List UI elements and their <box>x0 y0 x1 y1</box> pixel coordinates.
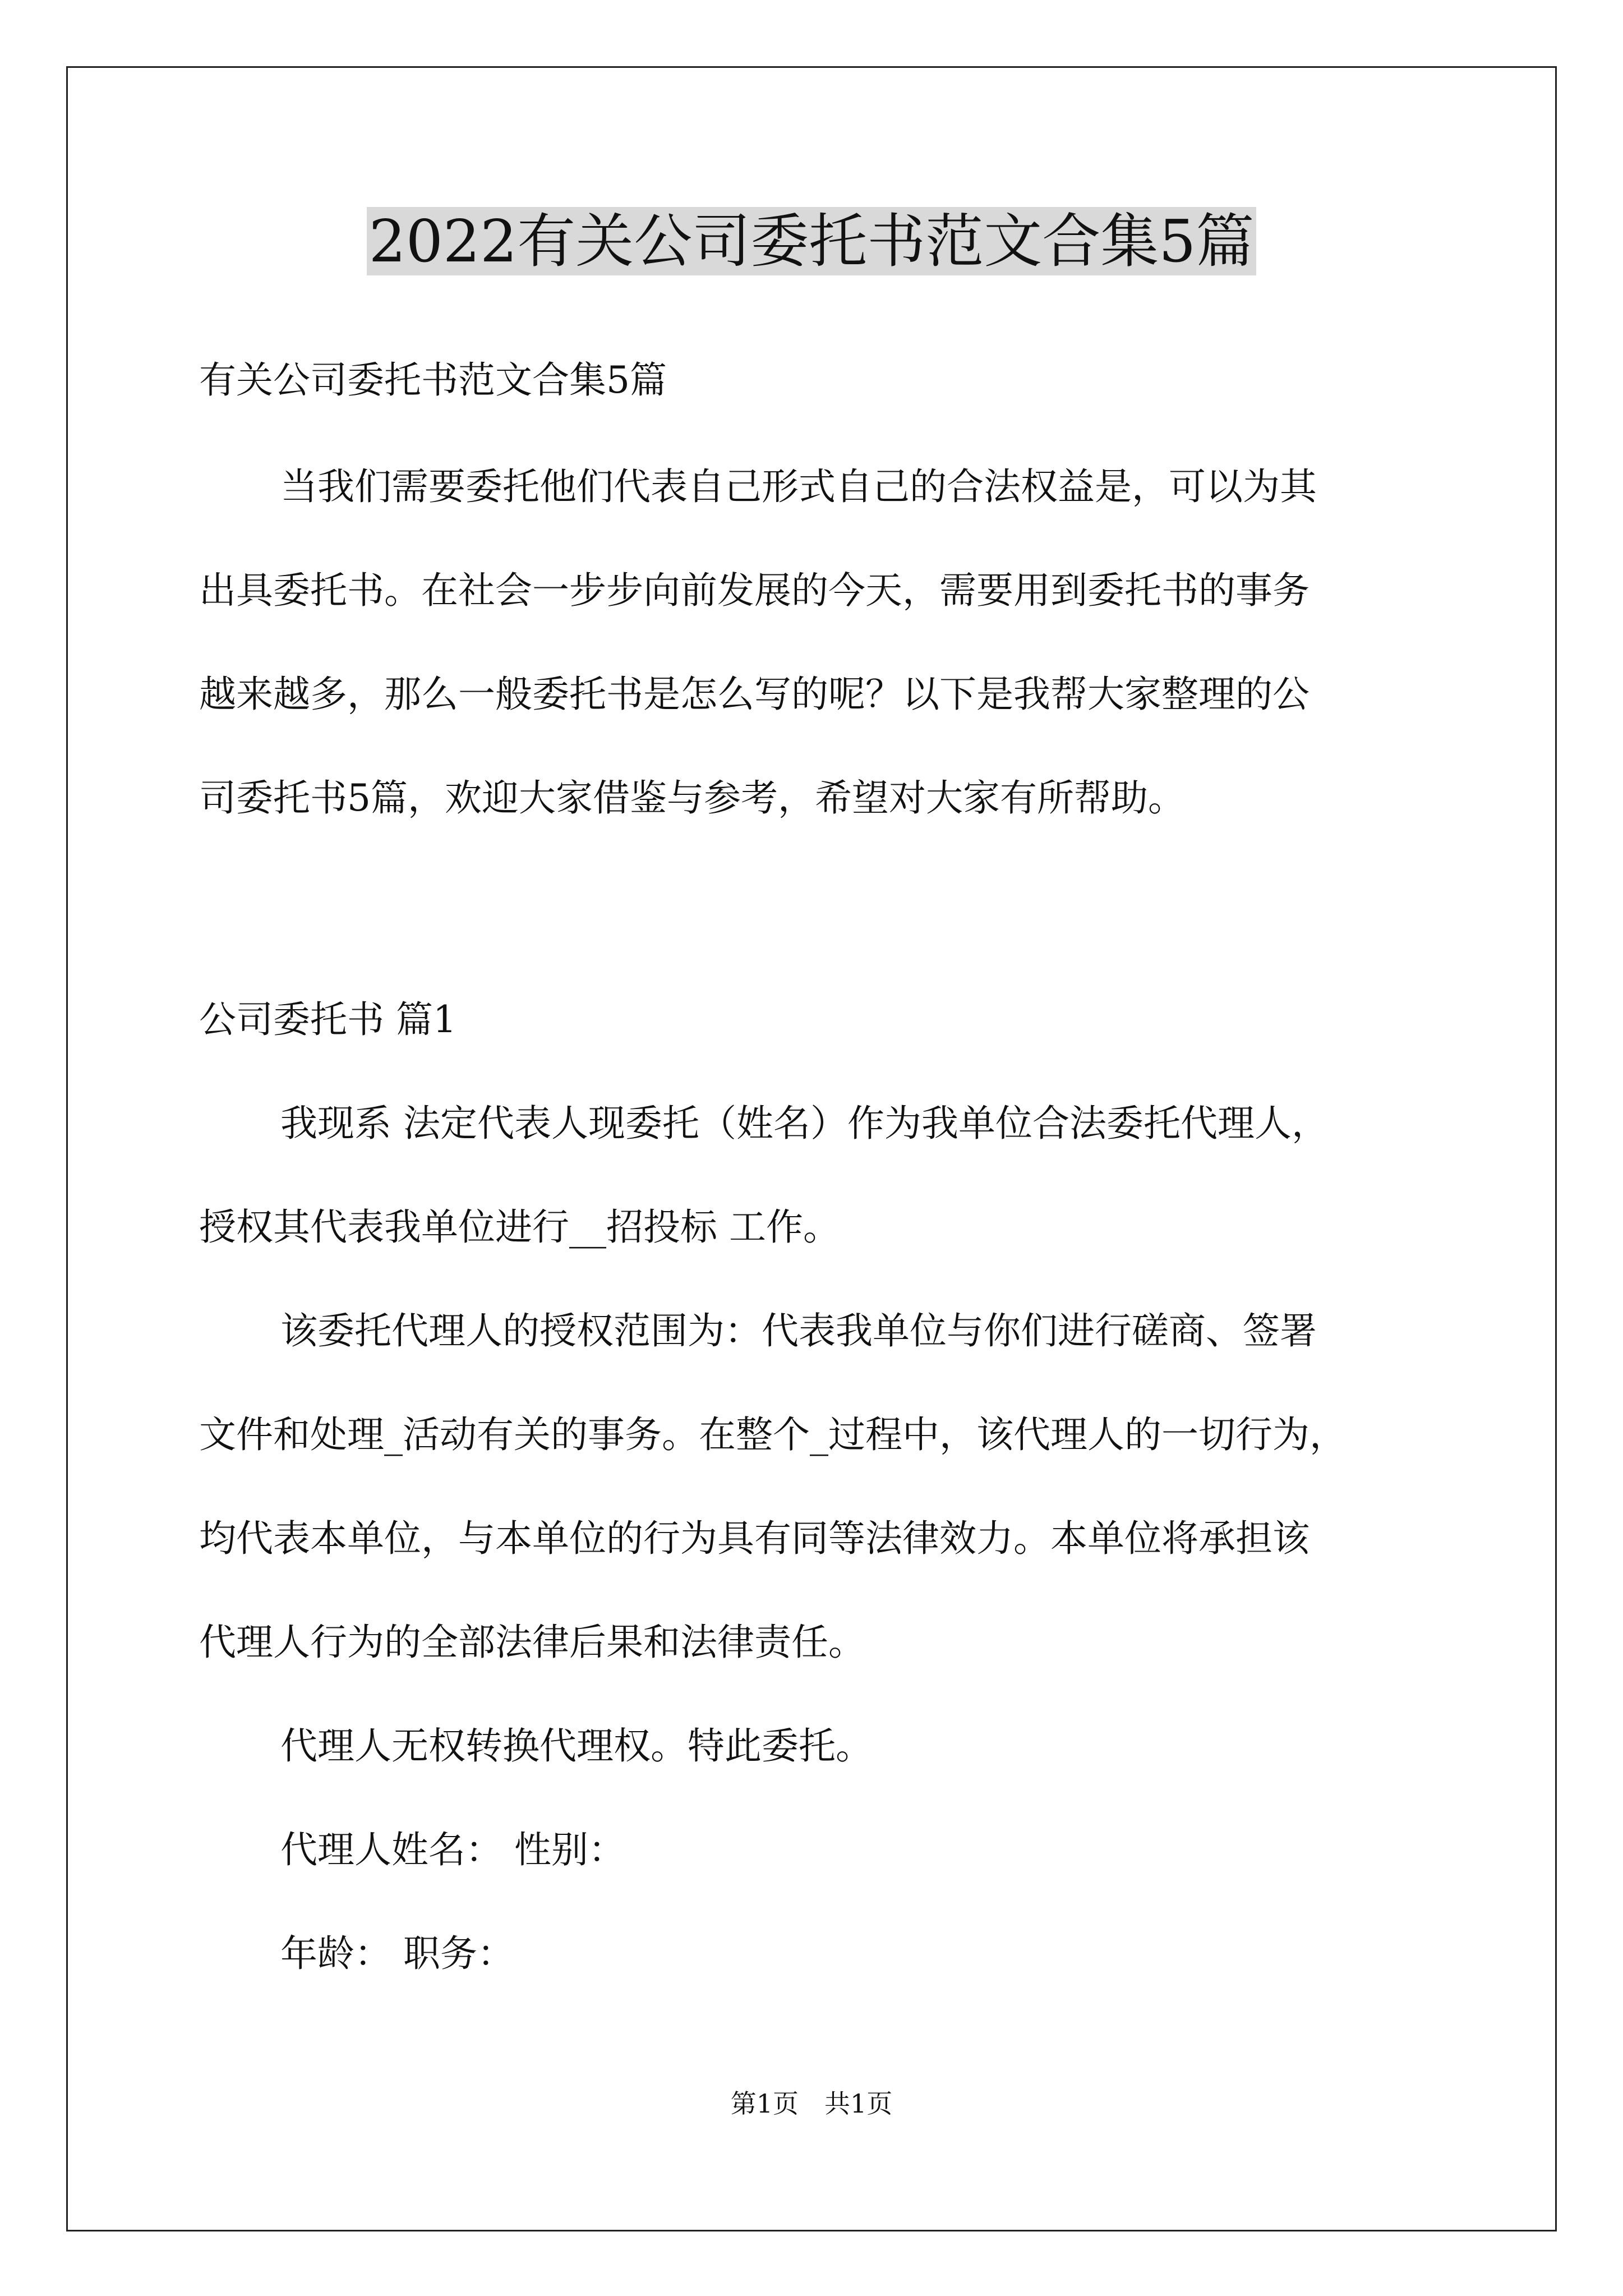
section-line-9: 年龄： 职务： <box>280 1932 514 1975</box>
document-subtitle: 有关公司委托书范文合集5篇 <box>199 358 667 402</box>
section-line-3: 该委托代理人的授权范围为：代表我单位与你们进行磋商、签署 <box>280 1309 1317 1352</box>
section-line-5: 均代表本单位，与本单位的行为具有同等法律效力。本单位将承担该 <box>199 1517 1310 1560</box>
section-line-4: 文件和处理_活动有关的事务。在整个_过程中，该代理人的一切行为， <box>199 1413 1347 1456</box>
intro-line-1: 当我们需要委托他们代表自己形式自己的合法权益是，可以为其 <box>280 465 1317 508</box>
intro-line-2: 出具委托书。在社会一步步向前发展的今天，需要用到委托书的事务 <box>199 569 1310 612</box>
intro-line-3: 越来越多，那么一般委托书是怎么写的呢？以下是我帮大家整理的公 <box>199 673 1310 716</box>
document-title <box>0 199 1623 283</box>
section-line-8: 代理人姓名： 性别： <box>280 1828 625 1871</box>
section-line-6: 代理人行为的全部法律后果和法律责任。 <box>199 1621 865 1664</box>
intro-line-4: 司委托书5篇，欢迎大家借鉴与参考，希望对大家有所帮助。 <box>199 776 1185 820</box>
section-line-7: 代理人无权转换代理权。特此委托。 <box>280 1724 873 1768</box>
page-number-footer: 第1页 共1页 <box>730 2088 893 2119</box>
section-heading: 公司委托书 篇1 <box>199 998 457 1041</box>
document-title-text: 2022有关公司委托书范文合集5篇 <box>367 207 1257 275</box>
section-line-1: 我现系 法定代表人现委托（姓名）作为我单位合法委托代理人， <box>280 1102 1329 1145</box>
section-line-2: 授权其代表我单位进行__招投标 工作。 <box>199 1205 840 1249</box>
